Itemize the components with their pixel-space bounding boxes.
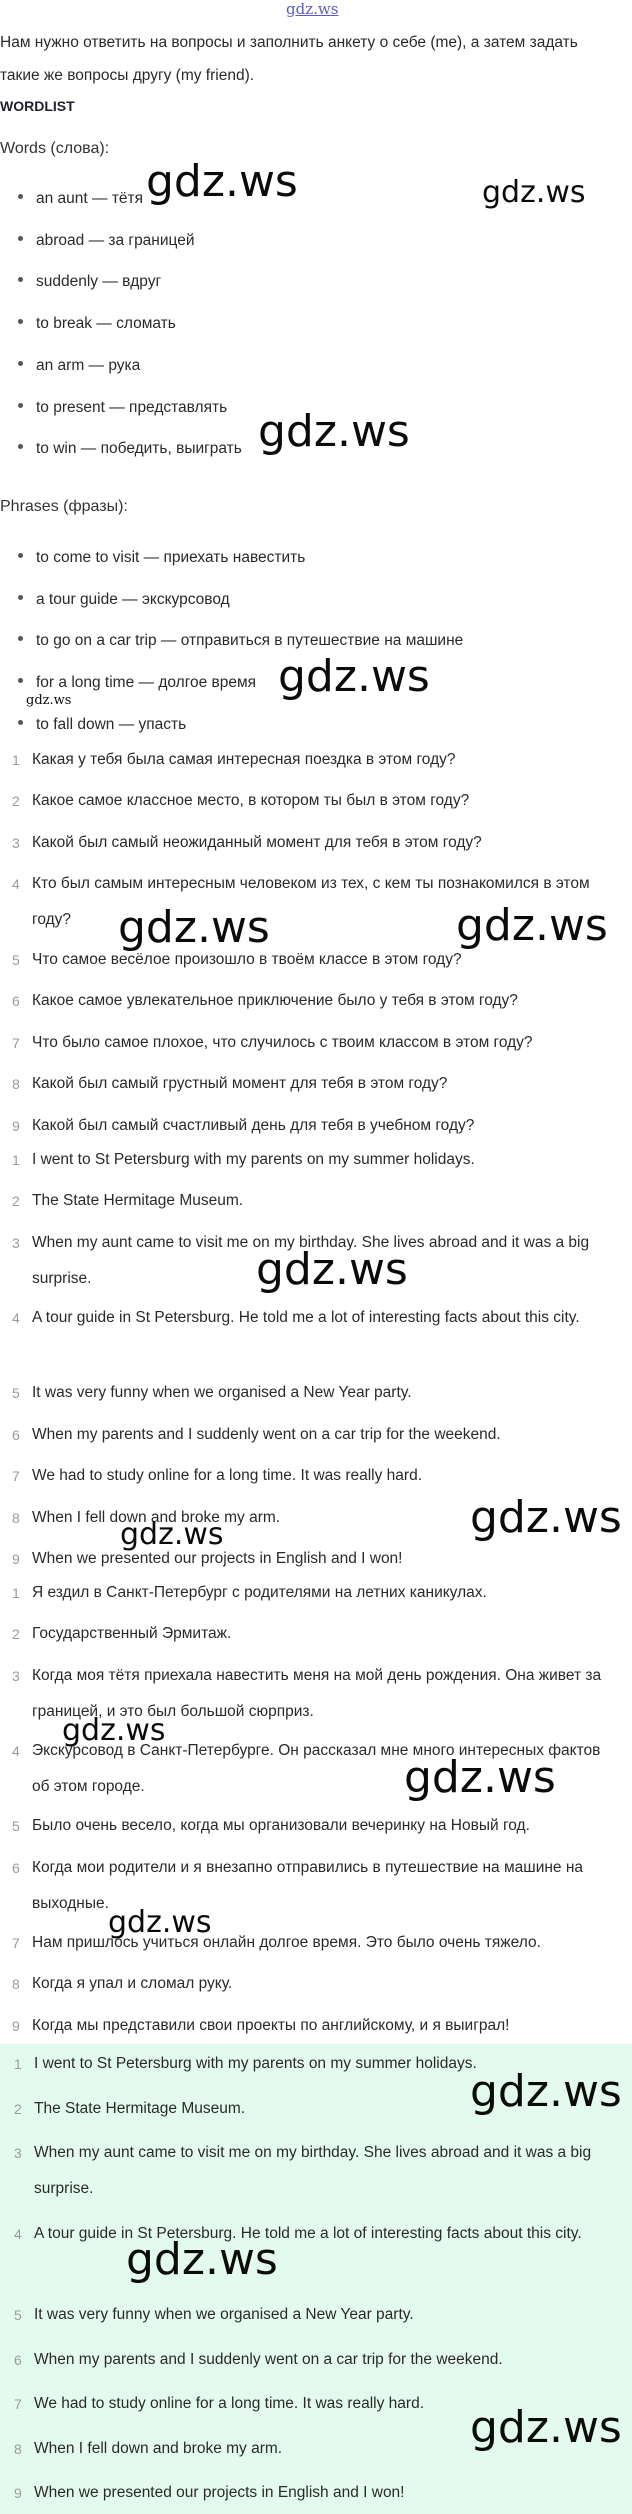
answer-text: We had to study online for a long time. It was really hard. — [34, 2395, 424, 2412]
answer-number: 4 — [12, 1310, 20, 1326]
answer-number: 4 — [14, 2226, 22, 2242]
watermark-logo: gdz.ws — [456, 900, 608, 951]
answer-text: A tour guide in St Petersburg. He told me a lot of interesting facts about this city. — [32, 1309, 580, 1326]
watermark-logo: gdz.ws — [404, 1752, 556, 1803]
bullet-icon — [18, 595, 23, 600]
question-row — [0, 983, 622, 1019]
question-text: Кто был самым интересным человеком из тех, с кем ты познакомился в этом году? — [32, 875, 590, 928]
question-row — [0, 1108, 622, 1144]
answer-number: 5 — [12, 1818, 20, 1834]
question-row — [0, 1025, 622, 1061]
phrase-item — [18, 674, 256, 692]
phrase-item — [18, 632, 463, 650]
top-site-link[interactable]: gdz.ws — [286, 0, 339, 18]
answer-text: When I fell down and broke my arm. — [32, 1509, 281, 1526]
phrase-text: to fall down — упасть — [36, 716, 187, 733]
phrase-text: for a long time — долгое время — [36, 674, 257, 691]
question-number: 5 — [12, 952, 20, 968]
word-text: to present — представлять — [36, 399, 228, 416]
answer-text: When my parents and I suddenly went on a car trip for the weekend. — [34, 2351, 503, 2368]
word-item — [18, 399, 227, 417]
phrase-item — [18, 716, 186, 734]
question-number: 3 — [12, 835, 20, 851]
answer-number: 5 — [12, 1385, 20, 1401]
watermark-logo: gdz.ws — [118, 902, 270, 953]
answer-text: Было очень весело, когда мы организовали вечеринку на Новый год. — [32, 1817, 530, 1834]
bullet-icon — [18, 277, 23, 282]
answer-ru-row — [0, 1966, 622, 2002]
question-number: 7 — [12, 1035, 20, 1051]
answer-number: 6 — [12, 1427, 20, 1443]
answer-green-row — [2, 2216, 624, 2252]
question-text: Что самое весёлое произошло в твоём классе в этом году? — [32, 951, 462, 968]
answer-number: 2 — [14, 2101, 22, 2117]
answer-text: I went to St Petersburg with my parents on my summer holidays. — [34, 2055, 477, 2072]
phrase-text: to go on a car trip — отправиться в путешествие на машине — [36, 632, 464, 649]
question-number: 1 — [12, 752, 20, 768]
bullet-icon — [18, 720, 23, 725]
word-text: suddenly — вдруг — [36, 273, 162, 290]
answer-number: 8 — [12, 1976, 20, 1992]
answer-text: We had to study online for a long time. It was really hard. — [32, 1467, 422, 1484]
question-text: Какой был самый грустный момент для тебя в этом году? — [32, 1075, 448, 1092]
word-text: an aunt — тётя — [36, 190, 144, 207]
question-row — [0, 1066, 622, 1102]
bullet-icon — [18, 361, 23, 366]
answer-number: 6 — [12, 1860, 20, 1876]
answer-en-row — [0, 1458, 622, 1494]
answer-en-row — [0, 1417, 622, 1453]
bullet-icon — [18, 444, 23, 449]
answer-number: 9 — [12, 1551, 20, 1567]
phrase-item — [18, 591, 230, 609]
phrase-item — [18, 549, 305, 567]
answer-ru-row — [0, 2008, 622, 2044]
question-row — [0, 825, 622, 861]
answer-text: I went to St Petersburg with my parents on my summer holidays. — [32, 1151, 475, 1168]
answer-number: 5 — [14, 2307, 22, 2323]
answer-text: A tour guide in St Petersburg. He told me a lot of interesting facts about this city. — [34, 2225, 582, 2242]
phrases-heading: Phrases (фразы): — [0, 498, 128, 515]
question-number: 6 — [12, 993, 20, 1009]
watermark-logo: gdz.ws — [470, 2066, 622, 2117]
answer-en-row — [0, 1375, 622, 1411]
question-text: Какое самое увлекательное приключение было у тебя в этом году? — [32, 992, 518, 1009]
word-item — [18, 440, 242, 458]
answer-en-row — [0, 1300, 622, 1336]
answer-green-row — [2, 2475, 624, 2511]
question-text: Какой был самый неожиданный момент для тебя в этом году? — [32, 834, 482, 851]
word-item — [18, 190, 143, 208]
answer-number: 9 — [12, 2018, 20, 2034]
answer-text: When we presented our projects in English and I won! — [32, 1550, 403, 1567]
question-text: Какая у тебя была самая интересная поездка в этом году? — [32, 751, 456, 768]
answer-en-row — [0, 1541, 622, 1577]
watermark-logo: gdz.ws — [126, 2234, 278, 2285]
answer-number: 3 — [12, 1668, 20, 1684]
answer-green-row — [2, 2135, 624, 2207]
answer-text: Я ездил в Санкт-Петербург с родителями на летних каникулах. — [32, 1584, 487, 1601]
answer-text: The State Hermitage Museum. — [32, 1192, 244, 1209]
answer-text: When my aunt came to visit me on my birthday. She lives abroad and it was a big surprise. — [34, 2144, 592, 2197]
answer-text: Когда мои родители и я внезапно отправились в путешествие на машине на выходные. — [32, 1859, 584, 1912]
word-item — [18, 273, 161, 291]
word-item — [18, 232, 195, 250]
answer-ru-row — [0, 1575, 622, 1611]
answer-text: When we presented our projects in English and I won! — [34, 2484, 405, 2501]
bullet-icon — [18, 236, 23, 241]
watermark-logo: gdz.ws — [482, 175, 586, 210]
question-number: 4 — [12, 876, 20, 892]
answer-text: The State Hermitage Museum. — [34, 2100, 246, 2117]
answer-number: 3 — [14, 2145, 22, 2161]
answer-text: Когда мы представили свои проекты по английскому, и я выиграл! — [32, 2017, 510, 2034]
answer-text: When my aunt came to visit me on my birthday. She lives abroad and it was a big surprise. — [32, 1234, 590, 1287]
watermark-logo: gdz.ws — [278, 651, 430, 702]
watermark-logo: gdz.ws — [62, 1713, 166, 1748]
answer-ru-row — [0, 1616, 622, 1652]
answer-text: When my parents and I suddenly went on a car trip for the weekend. — [32, 1426, 501, 1443]
word-item — [18, 357, 140, 375]
bullet-icon — [18, 194, 23, 199]
bullet-icon — [18, 319, 23, 324]
question-number: 2 — [12, 793, 20, 809]
answer-green-row — [2, 2297, 624, 2333]
answer-number: 1 — [14, 2056, 22, 2072]
question-text: Какое самое классное место, в котором ты был в этом году? — [32, 792, 470, 809]
question-text: Что было самое плохое, что случилось с твоим классом в этом году? — [32, 1034, 533, 1051]
watermark-logo: gdz.ws — [470, 2402, 622, 2453]
answer-number: 1 — [12, 1585, 20, 1601]
answer-number: 7 — [14, 2396, 22, 2412]
watermark-logo: gdz.ws — [26, 693, 72, 708]
watermark-logo: gdz.ws — [146, 156, 298, 207]
answer-text: Когда я упал и сломал руку. — [32, 1975, 233, 1992]
phrase-text: a tour guide — экскурсовод — [36, 591, 230, 608]
answer-text: Государственный Эрмитаж. — [32, 1625, 232, 1642]
answer-en-row — [0, 1183, 622, 1219]
question-text: Какой был самый счастливый день для тебя в учебном году? — [32, 1117, 475, 1134]
word-text: abroad — за границей — [36, 232, 195, 249]
question-row — [0, 742, 622, 778]
watermark-logo: gdz.ws — [258, 406, 410, 457]
watermark-logo: gdz.ws — [470, 1492, 622, 1543]
bullet-icon — [18, 636, 23, 641]
answer-text: When I fell down and broke my arm. — [34, 2440, 283, 2457]
answer-ru-row — [0, 1850, 622, 1922]
answer-number: 2 — [12, 1193, 20, 1209]
answer-text: Когда моя тётя приехала навестить меня на мой день рождения. Она живет за границей, и это был большой сюрприз. — [32, 1667, 602, 1720]
word-text: an arm — рука — [36, 357, 141, 374]
word-text: to win — победить, выиграть — [36, 440, 242, 457]
words-heading: Words (слова): — [0, 140, 110, 157]
bullet-icon — [18, 678, 23, 683]
answer-en-row — [0, 1142, 622, 1178]
answer-number: 2 — [12, 1626, 20, 1642]
bullet-icon — [18, 553, 23, 558]
intro-text: Нам нужно ответить на вопросы и заполнить анкету о себе (me), а затем задать такие же вопросы другу (my friend). — [0, 34, 578, 84]
question-number: 8 — [12, 1076, 20, 1092]
answer-number: 9 — [14, 2485, 22, 2501]
answer-number: 8 — [12, 1510, 20, 1526]
answer-number: 8 — [14, 2441, 22, 2457]
answer-number: 4 — [12, 1743, 20, 1759]
question-row — [0, 783, 622, 819]
watermark-logo: gdz.ws — [108, 1905, 212, 1940]
phrase-text: to come to visit — приехать навестить — [36, 549, 306, 566]
wordlist-heading: WORDLIST — [0, 98, 75, 114]
answer-ru-row — [0, 1808, 622, 1844]
answer-number: 7 — [12, 1468, 20, 1484]
answer-number: 6 — [14, 2352, 22, 2368]
answer-text: Нам пришлось учиться онлайн долгое время. Это было очень тяжело. — [32, 1934, 541, 1951]
watermark-logo: gdz.ws — [120, 1517, 224, 1552]
answer-text: It was very funny when we organised a New Year party. — [32, 1384, 412, 1401]
watermark-logo: gdz.ws — [256, 1244, 408, 1295]
answer-number: 3 — [12, 1235, 20, 1251]
answer-text: It was very funny when we organised a New Year party. — [34, 2306, 414, 2323]
answer-green-row — [2, 2342, 624, 2378]
answer-number: 7 — [12, 1935, 20, 1951]
question-number: 9 — [12, 1118, 20, 1134]
answer-ru-row — [0, 1925, 622, 1961]
word-text: to break — сломать — [36, 315, 176, 332]
bullet-icon — [18, 403, 23, 408]
answer-number: 1 — [12, 1152, 20, 1168]
word-item — [18, 315, 176, 333]
answer-text: Экскурсовод в Санкт-Петербурге. Он рассказал мне много интересных фактов об этом городе. — [32, 1742, 601, 1795]
